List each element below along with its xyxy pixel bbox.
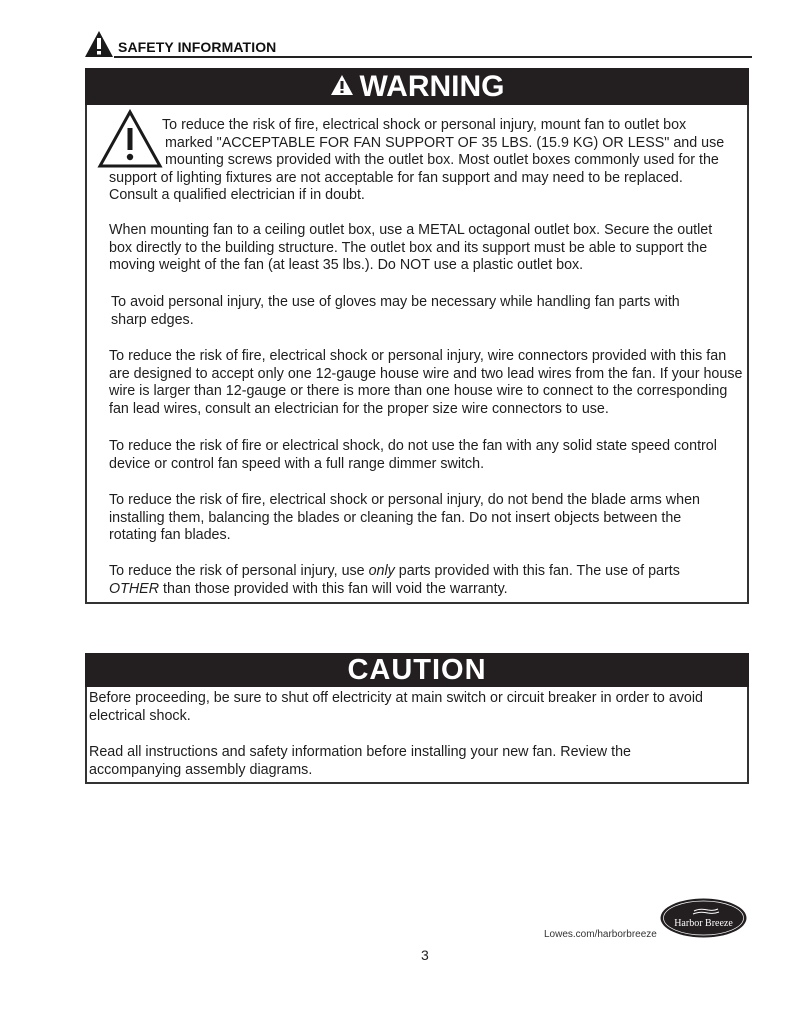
text-run: than those provided with this fan will void the warranty. [159,580,508,597]
warning-paragraph-2: When mounting fan to a ceiling outlet box, use a METAL octagonal outlet box. Secure the outlet box directly to the building structure. The outlet box and its support must be able to support the moving weight of the fan (at least 35 lbs.). Do NOT use a plastic outlet box. [109,222,713,273]
caution-title: CAUTION [347,654,487,686]
footer-url: Lowes.com/harborbreeze [544,929,657,940]
warning-triangle-outline-icon [97,109,163,169]
warning-title: WARNING [359,70,505,103]
warning-paragraph-4: To reduce the risk of fire, electrical shock or personal injury, wire connectors provided with this fan are designed to accept only one 12-gauge house wire and two lead wires from the fan. If your house wire is larger than 12-gauge or there is more than one house wire to connect to the corresponding fan lead wires, consult an electrician for the proper size wire connectors to use. [109,348,743,417]
header-rule [114,56,752,58]
caution-box [85,687,749,784]
caution-paragraph-2: Read all instructions and safety information before installing your new fan. Review the accompanying assembly diagrams. [89,744,631,778]
warning-paragraph-1c: mounting screws provided with the outlet box. Most outlet boxes commonly used for the [165,152,719,168]
warning-paragraph-1e: Consult a qualified electrician if in doubt. [109,187,365,203]
warning-paragraph-6: To reduce the risk of fire, electrical shock or personal injury, do not bend the blade arms when installing them, balancing the blades or cleaning the fan. Do not insert objects between the rotating fan blades. [109,492,700,543]
section-header [84,30,752,58]
caution-header [85,653,749,687]
warning-triangle-icon [84,30,114,58]
page-number: 3 [421,947,429,963]
harbor-breeze-logo [660,898,747,938]
caution-paragraph-1: Before proceeding, be sure to shut off electricity at main switch or circuit breaker in order to avoid electrical shock. [89,690,704,724]
text-run: parts provided with this fan. The use of parts [394,563,680,579]
warning-paragraph-3: To avoid personal injury, the use of gloves may be necessary while handling fan parts with sharp edges. [111,294,680,328]
warning-box [85,105,749,604]
emphasis: only [368,563,395,579]
logo-text: Harbor Breeze [674,918,733,929]
warning-paragraph-1a: To reduce the risk of fire, electrical shock or personal injury, mount fan to outlet box [162,117,687,133]
warning-paragraph-5: To reduce the risk of fire or electrical shock, do not use the fan with any solid state speed control device or control fan speed with a full range dimmer switch. [109,438,717,472]
warning-triangle-icon [330,74,354,96]
warning-paragraph-7 [109,563,717,598]
section-title: SAFETY INFORMATION [118,39,277,55]
emphasis: OTHER [109,580,160,597]
warning-paragraph-1b: marked "ACCEPTABLE FOR FAN SUPPORT OF 35 LBS. (15.9 KG) OR LESS" and use [165,134,725,151]
warning-header [85,68,749,105]
warning-paragraph-1d: support of lighting fixtures are not acceptable for fan support and may need to be replaced. [109,169,683,186]
text-run: To reduce the risk of personal injury, use [109,563,369,579]
